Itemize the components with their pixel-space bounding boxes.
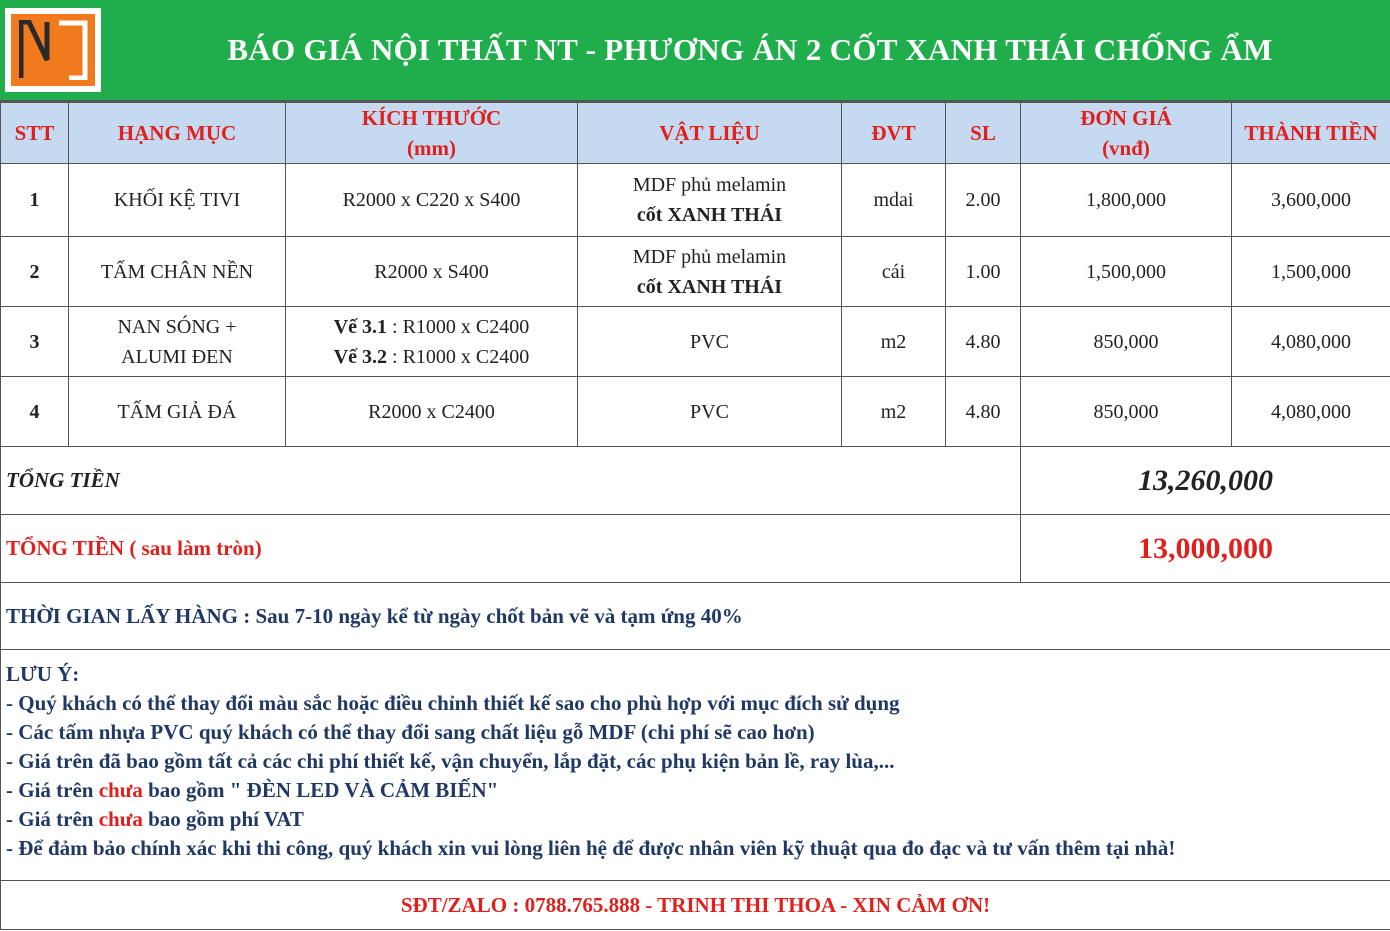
cell-size: R2000 x C220 x S400 xyxy=(286,164,578,237)
note-line: - Giá trên đã bao gồm tất cả các chi phí thiết kế, vận chuyển, lắp đặt, các phụ kiện bản lề, ray lùa,... xyxy=(6,749,895,773)
total-label: TỔNG TIỀN xyxy=(1,447,1021,515)
table-row xyxy=(1,237,1390,307)
contact-text: SĐT/ZALO : 0788.765.888 - TRINH THI THOA - XIN CẢM ƠN! xyxy=(1,881,1390,930)
cell-stt: 2 xyxy=(1,237,69,307)
cell-qty: 2.00 xyxy=(946,164,1021,237)
rounded-total-value: 13,000,000 xyxy=(1021,515,1390,583)
col-dvt: ĐVT xyxy=(842,103,946,164)
cell-material: PVC xyxy=(578,307,842,377)
cell-item: TẤM CHÂN NỀN xyxy=(69,237,286,307)
note-line: - Giá trên chưa bao gồm phí VAT xyxy=(6,807,304,831)
cell-unit: m2 xyxy=(842,307,946,377)
total-row xyxy=(1,447,1390,515)
cell-price: 850,000 xyxy=(1021,307,1232,377)
col-thanh-tien: THÀNH TIỀN xyxy=(1232,103,1390,164)
notes-title: LƯU Ý: xyxy=(6,662,80,686)
header-row xyxy=(1,103,1390,164)
cell-size: R2000 x C2400 xyxy=(286,377,578,447)
col-vat-lieu: VẬT LIỆU xyxy=(578,103,842,164)
cell-total: 1,500,000 xyxy=(1232,237,1390,307)
total-value: 13,260,000 xyxy=(1021,447,1390,515)
col-don-gia: ĐƠN GIÁ (vnđ) xyxy=(1021,103,1232,164)
cell-total: 4,080,000 xyxy=(1232,377,1390,447)
col-sl: SL xyxy=(946,103,1021,164)
col-stt: STT xyxy=(1,103,69,164)
cell-qty: 4.80 xyxy=(946,377,1021,447)
cell-total: 4,080,000 xyxy=(1232,307,1390,377)
delivery-row xyxy=(1,583,1390,650)
note-line: - Các tấm nhựa PVC quý khách có thể thay đổi sang chất liệu gỗ MDF (chi phí sẽ cao hơn) xyxy=(6,720,815,744)
table-row xyxy=(1,164,1390,237)
cell-material: MDF phủ melamin cốt XANH THÁI xyxy=(578,164,842,237)
cell-stt: 4 xyxy=(1,377,69,447)
contact-row xyxy=(1,881,1390,930)
cell-size: R2000 x S400 xyxy=(286,237,578,307)
cell-qty: 4.80 xyxy=(946,307,1021,377)
cell-material: MDF phủ melamin cốt XANH THÁI xyxy=(578,237,842,307)
logo-n-icon xyxy=(19,20,57,80)
cell-unit: m2 xyxy=(842,377,946,447)
quote-table xyxy=(0,102,1390,930)
col-kich-thuoc: KÍCH THƯỚC (mm) xyxy=(286,103,578,164)
brand-logo xyxy=(5,8,101,92)
page-title: BÁO GIÁ NỘI THẤT NT - PHƯƠNG ÁN 2 CỐT XANH THÁI CHỐNG ẨM xyxy=(227,32,1273,67)
delivery-text: THỜI GIAN LẤY HÀNG : Sau 7-10 ngày kể từ ngày chốt bản vẽ và tạm ứng 40% xyxy=(1,583,1390,650)
note-line: - Để đảm bảo chính xác khi thi công, quý khách xin vui lòng liên hệ để được nhân viên kỹ thuật qua đo đạc và tư vấn thêm tại nhà! xyxy=(6,836,1176,860)
cell-stt: 1 xyxy=(1,164,69,237)
rounded-total-row xyxy=(1,515,1390,583)
table-row xyxy=(1,377,1390,447)
cell-price: 1,800,000 xyxy=(1021,164,1232,237)
col-hang-muc: HẠNG MỤC xyxy=(69,103,286,164)
note-line: - Quý khách có thể thay đổi màu sắc hoặc điều chỉnh thiết kế sao cho phù hợp với mục đích sử dụng xyxy=(6,691,900,715)
cell-unit: mdai xyxy=(842,164,946,237)
cell-qty: 1.00 xyxy=(946,237,1021,307)
notes-block xyxy=(1,650,1390,881)
title-bar xyxy=(0,0,1390,102)
note-line: - Giá trên chưa bao gồm " ĐÈN LED VÀ CẢM BIẾN" xyxy=(6,778,499,802)
cell-item: KHỐI KỆ TIVI xyxy=(69,164,286,237)
cell-price: 1,500,000 xyxy=(1021,237,1232,307)
cell-material: PVC xyxy=(578,377,842,447)
cell-total: 3,600,000 xyxy=(1232,164,1390,237)
cell-stt: 3 xyxy=(1,307,69,377)
cell-size: Vế 3.1 : R1000 x C2400 Vế 3.2 : R1000 x C2400 xyxy=(286,307,578,377)
rounded-total-label: TỔNG TIỀN ( sau làm tròn) xyxy=(1,515,1021,583)
cell-unit: cái xyxy=(842,237,946,307)
notes-row xyxy=(1,650,1390,881)
cell-item: NAN SÓNG + ALUMI ĐEN xyxy=(69,307,286,377)
logo-t-icon xyxy=(55,20,89,80)
table-row xyxy=(1,307,1390,377)
cell-item: TẤM GIẢ ĐÁ xyxy=(69,377,286,447)
cell-price: 850,000 xyxy=(1021,377,1232,447)
